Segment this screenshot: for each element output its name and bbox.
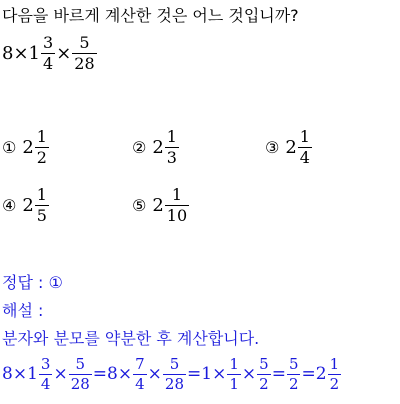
solution-steps xyxy=(2,356,342,392)
numerator: 5 xyxy=(75,355,86,373)
equals-sign: = xyxy=(187,364,202,384)
fraction xyxy=(328,356,342,392)
denominator: 3 xyxy=(166,147,177,167)
denominator: 4 xyxy=(40,374,51,393)
times-sign: × xyxy=(12,364,28,384)
equals-sign: = xyxy=(92,364,108,384)
option-marker: ③ xyxy=(265,137,280,157)
step-term: 1 xyxy=(201,364,213,384)
fraction xyxy=(39,356,53,392)
numerator: 1 xyxy=(229,355,239,373)
numerator: 1 xyxy=(299,127,310,146)
numerator: 5 xyxy=(259,355,269,373)
numerator: 1 xyxy=(36,185,47,204)
option-5[interactable] xyxy=(132,186,190,224)
fraction xyxy=(165,186,189,224)
option-marker: ④ xyxy=(2,195,17,215)
numerator: 5 xyxy=(288,355,299,373)
fraction xyxy=(165,128,179,166)
fraction xyxy=(35,128,49,166)
option-marker: ① xyxy=(2,137,17,157)
explanation-label: 해설 : xyxy=(2,301,44,320)
denominator: 2 xyxy=(36,147,47,167)
step-term: 8 xyxy=(2,364,13,384)
option-whole: 2 xyxy=(22,194,34,216)
fraction xyxy=(72,34,96,72)
denominator: 4 xyxy=(135,374,145,393)
option-whole: 2 xyxy=(22,136,34,158)
numerator: 7 xyxy=(135,355,145,373)
step-term: 2 xyxy=(315,364,327,384)
numerator: 1 xyxy=(329,355,340,373)
fraction xyxy=(41,34,55,72)
denominator: 4 xyxy=(43,53,54,73)
times-sign: × xyxy=(13,42,29,64)
denominator: 28 xyxy=(70,374,90,393)
denominator: 2 xyxy=(259,374,269,393)
expr-mixed-whole: 1 xyxy=(28,42,40,64)
option-whole: 2 xyxy=(285,136,297,158)
option-2[interactable] xyxy=(132,128,180,166)
denominator: 1 xyxy=(229,374,239,393)
numerator: 5 xyxy=(79,33,90,52)
denominator: 28 xyxy=(164,374,185,393)
times-sign: × xyxy=(53,364,68,384)
fraction xyxy=(69,356,92,392)
times-sign: × xyxy=(56,42,72,64)
denominator: 5 xyxy=(36,205,47,225)
fraction xyxy=(227,356,241,392)
numerator: 1 xyxy=(36,127,47,146)
equals-sign: = xyxy=(301,364,316,384)
fraction xyxy=(133,356,147,392)
option-whole: 2 xyxy=(152,136,164,158)
numerator: 3 xyxy=(40,355,51,373)
denominator: 2 xyxy=(329,374,340,393)
denominator: 4 xyxy=(299,147,310,167)
times-sign: × xyxy=(147,364,162,384)
numerator: 3 xyxy=(43,33,54,52)
expr-whole: 8 xyxy=(2,42,14,64)
times-sign: × xyxy=(241,364,257,384)
denominator: 2 xyxy=(288,374,299,393)
denominator: 28 xyxy=(74,53,95,73)
fraction xyxy=(287,356,301,392)
answer-label: 정답 : ① xyxy=(2,273,63,292)
fraction xyxy=(257,356,271,392)
fraction xyxy=(298,128,312,166)
explanation-text: 분자와 분모를 약분한 후 계산합니다. xyxy=(2,329,260,348)
question-text: 다음을 바르게 계산한 것은 어느 것입니까? xyxy=(2,6,299,25)
step-term: 1 xyxy=(27,364,38,384)
numerator: 1 xyxy=(171,185,183,204)
equals-sign: = xyxy=(271,364,286,384)
denominator: 10 xyxy=(166,205,188,225)
option-whole: 2 xyxy=(152,194,164,216)
times-sign: × xyxy=(212,364,227,384)
times-sign: × xyxy=(117,364,133,384)
option-1[interactable] xyxy=(2,128,50,166)
option-3[interactable] xyxy=(265,128,313,166)
option-marker: ② xyxy=(132,137,147,157)
numerator: 5 xyxy=(169,355,180,373)
fraction xyxy=(163,356,186,392)
question-expression xyxy=(2,34,98,72)
option-4[interactable] xyxy=(2,186,50,224)
step-term: 8 xyxy=(107,364,118,384)
option-marker: ⑤ xyxy=(132,195,147,215)
numerator: 1 xyxy=(166,127,177,146)
fraction xyxy=(35,186,49,224)
